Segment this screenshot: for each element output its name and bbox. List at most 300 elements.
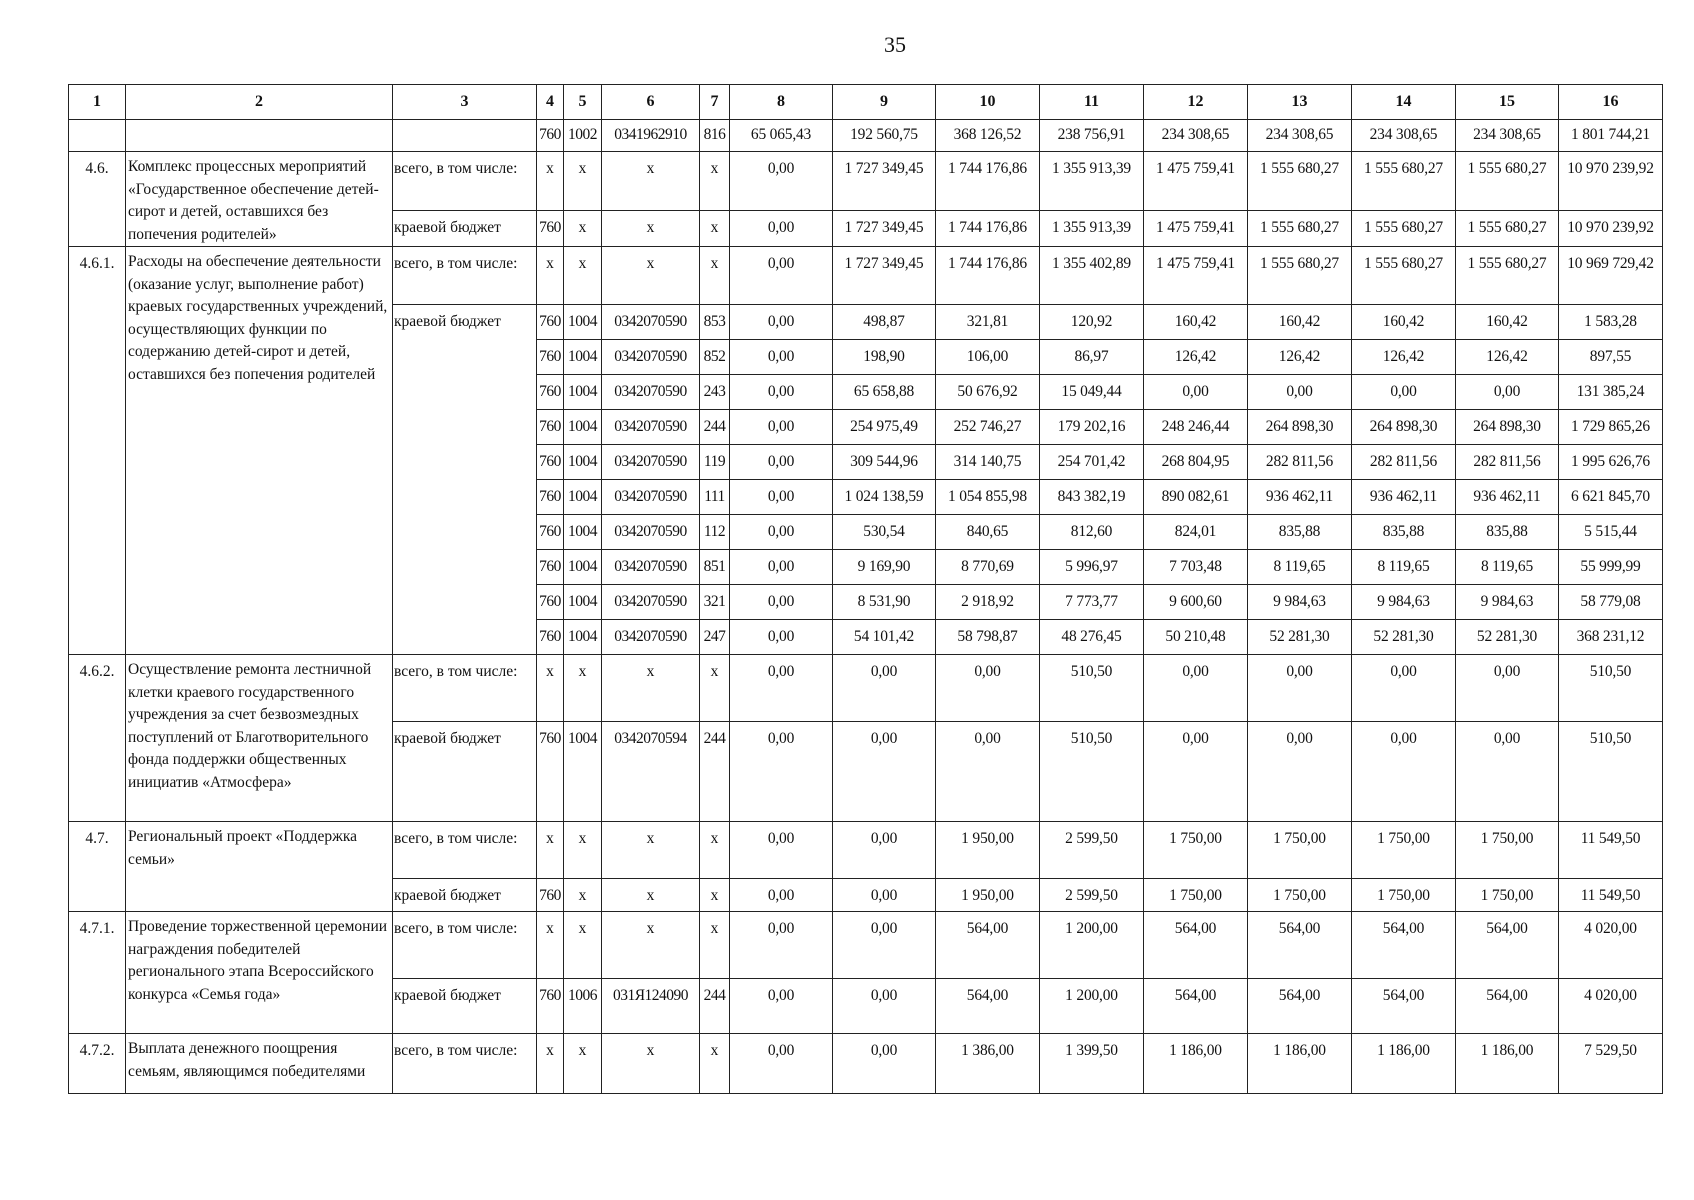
rzpr-code: 1004	[564, 722, 602, 822]
carry-row	[69, 120, 1663, 152]
item-number: 4.7.	[69, 822, 126, 912]
amount-col-14: 1 750,00	[1352, 822, 1456, 879]
csr-code: 0342070590	[602, 340, 700, 375]
amount-col-13: 936 462,11	[1248, 480, 1352, 515]
amount-col-13: 1 555 680,27	[1248, 211, 1352, 247]
amount-col-15: 936 462,11	[1456, 480, 1559, 515]
amount-col-15: 564,00	[1456, 979, 1559, 1034]
amount-col-10: 0,00	[936, 722, 1040, 822]
vr-code: 853	[700, 305, 730, 340]
csr-code: 0342070590	[602, 585, 700, 620]
item-name: Комплекс процессных мероприятий «Государственное обеспечение детей-сирот и детей, оставшихся без попечения родителей»	[126, 152, 393, 247]
funding-total-label: всего, в том числе:	[393, 152, 537, 211]
x-mark-csr: x	[602, 655, 700, 722]
item-number: 4.7.2.	[69, 1034, 126, 1094]
amount-col-13: 1 186,00	[1248, 1034, 1352, 1094]
vr-code: 244	[700, 410, 730, 445]
amount-col-12: 0,00	[1144, 722, 1248, 822]
amount-col-8: 0,00	[730, 620, 833, 655]
amount-col-11: 510,50	[1040, 722, 1144, 822]
rzpr-code: 1004	[564, 410, 602, 445]
amount-col-10: 1 744 176,86	[936, 152, 1040, 211]
amount-col-13: 282 811,56	[1248, 445, 1352, 480]
x-mark-grbs: x	[537, 655, 564, 722]
item-number: 4.6.	[69, 152, 126, 247]
funding-source-label: краевой бюджет	[393, 979, 537, 1034]
grbs-code: 760	[537, 120, 564, 152]
amount-col-13: 1 750,00	[1248, 822, 1352, 879]
amount-col-9: 9 169,90	[833, 550, 936, 585]
amount-col-11: 48 276,45	[1040, 620, 1144, 655]
x-mark-grbs: x	[537, 912, 564, 979]
amount-col-11: 1 200,00	[1040, 912, 1144, 979]
amount-col-11: 238 756,91	[1040, 120, 1144, 152]
vr-code: 112	[700, 515, 730, 550]
amount-col-9: 1 727 349,45	[833, 152, 936, 211]
x-mark-csr: x	[602, 152, 700, 211]
amount-col-10: 564,00	[936, 979, 1040, 1034]
col-header-8: 8	[730, 85, 833, 120]
amount-col-13: 264 898,30	[1248, 410, 1352, 445]
section-s462-total	[69, 655, 1663, 722]
x-mark-grbs: x	[537, 822, 564, 879]
amount-col-14: 52 281,30	[1352, 620, 1456, 655]
x-mark-vr: x	[700, 247, 730, 305]
col-header-12: 12	[1144, 85, 1248, 120]
page-number: 35	[884, 32, 906, 57]
item-number: 4.7.1.	[69, 912, 126, 1034]
amount-col-16: 7 529,50	[1559, 1034, 1663, 1094]
grbs-code: 760	[537, 879, 564, 912]
col-header-7: 7	[700, 85, 730, 120]
amount-col-14: 8 119,65	[1352, 550, 1456, 585]
amount-col-12: 0,00	[1144, 655, 1248, 722]
funding-total-label: всего, в том числе:	[393, 1034, 537, 1094]
amount-col-15: 0,00	[1456, 375, 1559, 410]
rzpr-code: 1004	[564, 620, 602, 655]
amount-col-11: 2 599,50	[1040, 822, 1144, 879]
amount-col-14: 564,00	[1352, 979, 1456, 1034]
amount-col-16: 1 729 865,26	[1559, 410, 1663, 445]
section-s46-total	[69, 152, 1663, 211]
grbs-code: 760	[537, 410, 564, 445]
amount-col-12: 564,00	[1144, 912, 1248, 979]
x-mark-rzpr: x	[564, 211, 602, 247]
amount-col-8: 0,00	[730, 722, 833, 822]
amount-col-8: 0,00	[730, 912, 833, 979]
csr-code: 0342070590	[602, 550, 700, 585]
amount-col-10: 1 744 176,86	[936, 211, 1040, 247]
amount-col-9: 0,00	[833, 655, 936, 722]
amount-col-12: 824,01	[1144, 515, 1248, 550]
amount-col-8: 0,00	[730, 445, 833, 480]
amount-col-8: 0,00	[730, 305, 833, 340]
amount-col-10: 8 770,69	[936, 550, 1040, 585]
vr-code: 244	[700, 979, 730, 1034]
amount-col-15: 835,88	[1456, 515, 1559, 550]
csr-code: 0342070590	[602, 375, 700, 410]
col-header-5: 5	[564, 85, 602, 120]
amount-col-13: 564,00	[1248, 912, 1352, 979]
amount-col-8: 0,00	[730, 480, 833, 515]
grbs-code: 760	[537, 375, 564, 410]
amount-col-16: 10 970 239,92	[1559, 211, 1663, 247]
amount-col-16: 11 549,50	[1559, 879, 1663, 912]
amount-col-11: 7 773,77	[1040, 585, 1144, 620]
amount-col-9: 0,00	[833, 1034, 936, 1094]
x-mark-csr: x	[602, 247, 700, 305]
amount-col-10: 252 746,27	[936, 410, 1040, 445]
col-header-6: 6	[602, 85, 700, 120]
amount-col-15: 264 898,30	[1456, 410, 1559, 445]
rzpr-code: 1004	[564, 585, 602, 620]
amount-col-11: 1 399,50	[1040, 1034, 1144, 1094]
amount-col-14: 564,00	[1352, 912, 1456, 979]
amount-col-13: 9 984,63	[1248, 585, 1352, 620]
rzpr-code: 1004	[564, 480, 602, 515]
amount-col-12: 1 475 759,41	[1144, 247, 1248, 305]
item-name: Расходы на обеспечение деятельности (оказание услуг, выполнение работ) краевых государственных учреждений, осуществляющих функции по содержанию детей-сирот и детей, оставшихся без попечения родителей	[126, 247, 393, 655]
vr-code: 244	[700, 722, 730, 822]
amount-col-14: 234 308,65	[1352, 120, 1456, 152]
amount-col-10: 58 798,87	[936, 620, 1040, 655]
amount-col-14: 835,88	[1352, 515, 1456, 550]
x-mark-rzpr: x	[564, 1034, 602, 1094]
csr-code: 0342070594	[602, 722, 700, 822]
grbs-code: 760	[537, 620, 564, 655]
amount-col-8: 0,00	[730, 585, 833, 620]
amount-col-16: 11 549,50	[1559, 822, 1663, 879]
col-header-14: 14	[1352, 85, 1456, 120]
amount-col-8: 65 065,43	[730, 120, 833, 152]
col-header-13: 13	[1248, 85, 1352, 120]
amount-col-14: 0,00	[1352, 375, 1456, 410]
x-mark-rzpr: x	[564, 912, 602, 979]
col-header-11: 11	[1040, 85, 1144, 120]
rzpr-code: 1002	[564, 120, 602, 152]
amount-col-13: 1 555 680,27	[1248, 152, 1352, 211]
amount-col-9: 530,54	[833, 515, 936, 550]
x-mark-vr: x	[700, 912, 730, 979]
amount-col-16: 897,55	[1559, 340, 1663, 375]
amount-col-11: 254 701,42	[1040, 445, 1144, 480]
x-mark-grbs: x	[537, 152, 564, 211]
amount-col-8: 0,00	[730, 375, 833, 410]
amount-col-12: 1 186,00	[1144, 1034, 1248, 1094]
amount-col-15: 8 119,65	[1456, 550, 1559, 585]
amount-col-13: 0,00	[1248, 655, 1352, 722]
amount-col-12: 7 703,48	[1144, 550, 1248, 585]
amount-col-12: 126,42	[1144, 340, 1248, 375]
amount-col-13: 564,00	[1248, 979, 1352, 1034]
x-mark-csr: x	[602, 879, 700, 912]
amount-col-10: 1 054 855,98	[936, 480, 1040, 515]
amount-col-8: 0,00	[730, 340, 833, 375]
amount-col-12: 268 804,95	[1144, 445, 1248, 480]
amount-col-15: 160,42	[1456, 305, 1559, 340]
amount-col-14: 160,42	[1352, 305, 1456, 340]
amount-col-10: 106,00	[936, 340, 1040, 375]
x-mark-csr: x	[602, 1034, 700, 1094]
section-s472-total	[69, 1034, 1663, 1094]
col-header-15: 15	[1456, 85, 1559, 120]
empty-cell	[126, 120, 393, 152]
amount-col-12: 234 308,65	[1144, 120, 1248, 152]
x-mark-vr: x	[700, 211, 730, 247]
amount-col-8: 0,00	[730, 410, 833, 445]
amount-col-15: 1 555 680,27	[1456, 152, 1559, 211]
amount-col-16: 10 969 729,42	[1559, 247, 1663, 305]
amount-col-14: 936 462,11	[1352, 480, 1456, 515]
section-s461-total	[69, 247, 1663, 305]
csr-code: 0342070590	[602, 305, 700, 340]
amount-col-16: 10 970 239,92	[1559, 152, 1663, 211]
amount-col-9: 54 101,42	[833, 620, 936, 655]
section-s47-total	[69, 822, 1663, 879]
vr-code: 243	[700, 375, 730, 410]
amount-col-10: 564,00	[936, 912, 1040, 979]
item-number: 4.6.2.	[69, 655, 126, 822]
funding-total-label: всего, в том числе:	[393, 822, 537, 879]
grbs-code: 760	[537, 585, 564, 620]
grbs-code: 760	[537, 211, 564, 247]
amount-col-10: 1 950,00	[936, 879, 1040, 912]
funding-total-label: всего, в том числе:	[393, 912, 537, 979]
amount-col-15: 282 811,56	[1456, 445, 1559, 480]
rzpr-code: 1004	[564, 305, 602, 340]
amount-col-13: 234 308,65	[1248, 120, 1352, 152]
grbs-code: 760	[537, 480, 564, 515]
amount-col-12: 248 246,44	[1144, 410, 1248, 445]
amount-col-13: 0,00	[1248, 722, 1352, 822]
item-name: Выплата денежного поощрения семьям, являющимся победителями	[126, 1034, 393, 1094]
amount-col-8: 0,00	[730, 550, 833, 585]
grbs-code: 760	[537, 340, 564, 375]
amount-col-13: 835,88	[1248, 515, 1352, 550]
grbs-code: 760	[537, 979, 564, 1034]
x-mark-rzpr: x	[564, 655, 602, 722]
amount-col-16: 1 583,28	[1559, 305, 1663, 340]
amount-col-10: 368 126,52	[936, 120, 1040, 152]
col-header-16: 16	[1559, 85, 1663, 120]
amount-col-8: 0,00	[730, 152, 833, 211]
amount-col-13: 0,00	[1248, 375, 1352, 410]
amount-col-10: 1 950,00	[936, 822, 1040, 879]
amount-col-13: 160,42	[1248, 305, 1352, 340]
amount-col-14: 0,00	[1352, 655, 1456, 722]
amount-col-15: 234 308,65	[1456, 120, 1559, 152]
amount-col-16: 4 020,00	[1559, 979, 1663, 1034]
col-header-1: 1	[69, 85, 126, 120]
header-row	[69, 85, 1663, 120]
empty-cell	[69, 120, 126, 152]
amount-col-11: 1 355 402,89	[1040, 247, 1144, 305]
amount-col-14: 1 555 680,27	[1352, 247, 1456, 305]
item-name: Проведение торжественной церемонии награждения победителей регионального этапа Всероссийского конкурса «Семья года»	[126, 912, 393, 1034]
amount-col-11: 179 202,16	[1040, 410, 1144, 445]
vr-code: 816	[700, 120, 730, 152]
funding-total-label: всего, в том числе:	[393, 247, 537, 305]
amount-col-16: 1 995 626,76	[1559, 445, 1663, 480]
amount-col-8: 0,00	[730, 979, 833, 1034]
amount-col-14: 1 555 680,27	[1352, 152, 1456, 211]
amount-col-13: 52 281,30	[1248, 620, 1352, 655]
amount-col-11: 1 355 913,39	[1040, 211, 1144, 247]
x-mark-csr: x	[602, 822, 700, 879]
amount-col-15: 564,00	[1456, 912, 1559, 979]
amount-col-11: 120,92	[1040, 305, 1144, 340]
amount-col-9: 0,00	[833, 822, 936, 879]
amount-col-8: 0,00	[730, 515, 833, 550]
budget-table	[68, 84, 1663, 1094]
amount-col-9: 198,90	[833, 340, 936, 375]
csr-code: 0342070590	[602, 445, 700, 480]
grbs-code: 760	[537, 445, 564, 480]
col-header-3: 3	[393, 85, 537, 120]
amount-col-12: 50 210,48	[1144, 620, 1248, 655]
amount-col-10: 0,00	[936, 655, 1040, 722]
amount-col-8: 0,00	[730, 879, 833, 912]
amount-col-9: 1 024 138,59	[833, 480, 936, 515]
x-mark-grbs: x	[537, 1034, 564, 1094]
grbs-code: 760	[537, 550, 564, 585]
vr-code: 321	[700, 585, 730, 620]
item-name: Осуществление ремонта лестничной клетки краевого государственного учреждения за счет безвозмездных поступлений от Благотворительного фонда поддержки общественных инициатив «Атмосфера»	[126, 655, 393, 822]
amount-col-16: 510,50	[1559, 655, 1663, 722]
amount-col-10: 50 676,92	[936, 375, 1040, 410]
amount-col-15: 126,42	[1456, 340, 1559, 375]
x-mark-csr: x	[602, 912, 700, 979]
amount-col-15: 1 750,00	[1456, 822, 1559, 879]
vr-code: 247	[700, 620, 730, 655]
amount-col-12: 1 750,00	[1144, 822, 1248, 879]
amount-col-11: 843 382,19	[1040, 480, 1144, 515]
amount-col-13: 126,42	[1248, 340, 1352, 375]
amount-col-9: 309 544,96	[833, 445, 936, 480]
vr-code: 119	[700, 445, 730, 480]
rzpr-code: 1004	[564, 340, 602, 375]
amount-col-11: 1 200,00	[1040, 979, 1144, 1034]
csr-code: 031Я124090	[602, 979, 700, 1034]
amount-col-11: 86,97	[1040, 340, 1144, 375]
amount-col-8: 0,00	[730, 1034, 833, 1094]
rzpr-code: 1006	[564, 979, 602, 1034]
amount-col-9: 0,00	[833, 879, 936, 912]
x-mark-rzpr: x	[564, 247, 602, 305]
funding-source-label: краевой бюджет	[393, 722, 537, 822]
item-name: Региональный проект «Поддержка семьи»	[126, 822, 393, 912]
x-mark-rzpr: x	[564, 152, 602, 211]
funding-total-label: всего, в том числе:	[393, 655, 537, 722]
amount-col-10: 321,81	[936, 305, 1040, 340]
x-mark-vr: x	[700, 1034, 730, 1094]
vr-code: 852	[700, 340, 730, 375]
amount-col-14: 1 186,00	[1352, 1034, 1456, 1094]
grbs-code: 760	[537, 305, 564, 340]
amount-col-9: 1 727 349,45	[833, 247, 936, 305]
amount-col-8: 0,00	[730, 655, 833, 722]
amount-col-9: 65 658,88	[833, 375, 936, 410]
amount-col-16: 5 515,44	[1559, 515, 1663, 550]
rzpr-code: 1004	[564, 550, 602, 585]
amount-col-15: 0,00	[1456, 655, 1559, 722]
amount-col-14: 1 555 680,27	[1352, 211, 1456, 247]
empty-cell	[393, 120, 537, 152]
x-mark-rzpr: x	[564, 879, 602, 912]
amount-col-14: 0,00	[1352, 722, 1456, 822]
amount-col-16: 4 020,00	[1559, 912, 1663, 979]
amount-col-12: 1 475 759,41	[1144, 211, 1248, 247]
amount-col-9: 0,00	[833, 979, 936, 1034]
rzpr-code: 1004	[564, 375, 602, 410]
x-mark-rzpr: x	[564, 822, 602, 879]
grbs-code: 760	[537, 722, 564, 822]
amount-col-9: 1 727 349,45	[833, 211, 936, 247]
amount-col-15: 52 281,30	[1456, 620, 1559, 655]
amount-col-10: 1 744 176,86	[936, 247, 1040, 305]
amount-col-15: 1 750,00	[1456, 879, 1559, 912]
amount-col-15: 1 555 680,27	[1456, 211, 1559, 247]
amount-col-16: 58 779,08	[1559, 585, 1663, 620]
vr-code: 111	[700, 480, 730, 515]
amount-col-11: 5 996,97	[1040, 550, 1144, 585]
amount-col-12: 1 750,00	[1144, 879, 1248, 912]
amount-col-14: 264 898,30	[1352, 410, 1456, 445]
col-header-9: 9	[833, 85, 936, 120]
csr-code: 0341962910	[602, 120, 700, 152]
x-mark-vr: x	[700, 822, 730, 879]
x-mark-vr: x	[700, 655, 730, 722]
amount-col-10: 314 140,75	[936, 445, 1040, 480]
x-mark-grbs: x	[537, 247, 564, 305]
amount-col-11: 1 355 913,39	[1040, 152, 1144, 211]
amount-col-8: 0,00	[730, 247, 833, 305]
section-s471-total	[69, 912, 1663, 979]
csr-code: 0342070590	[602, 480, 700, 515]
amount-col-15: 1 186,00	[1456, 1034, 1559, 1094]
amount-col-14: 1 750,00	[1352, 879, 1456, 912]
amount-col-12: 1 475 759,41	[1144, 152, 1248, 211]
rzpr-code: 1004	[564, 515, 602, 550]
amount-col-15: 0,00	[1456, 722, 1559, 822]
amount-col-16: 1 801 744,21	[1559, 120, 1663, 152]
amount-col-9: 8 531,90	[833, 585, 936, 620]
grbs-code: 760	[537, 515, 564, 550]
amount-col-16: 510,50	[1559, 722, 1663, 822]
amount-col-12: 9 600,60	[1144, 585, 1248, 620]
x-mark-csr: x	[602, 211, 700, 247]
amount-col-16: 6 621 845,70	[1559, 480, 1663, 515]
amount-col-11: 510,50	[1040, 655, 1144, 722]
item-number: 4.6.1.	[69, 247, 126, 655]
x-mark-vr: x	[700, 879, 730, 912]
amount-col-12: 0,00	[1144, 375, 1248, 410]
funding-source-label: краевой бюджет	[393, 211, 537, 247]
amount-col-13: 8 119,65	[1248, 550, 1352, 585]
amount-col-12: 160,42	[1144, 305, 1248, 340]
amount-col-10: 1 386,00	[936, 1034, 1040, 1094]
amount-col-10: 840,65	[936, 515, 1040, 550]
amount-col-14: 282 811,56	[1352, 445, 1456, 480]
csr-code: 0342070590	[602, 620, 700, 655]
amount-col-13: 1 555 680,27	[1248, 247, 1352, 305]
amount-col-11: 2 599,50	[1040, 879, 1144, 912]
funding-source-label: краевой бюджет	[393, 305, 537, 655]
amount-col-9: 192 560,75	[833, 120, 936, 152]
col-header-2: 2	[126, 85, 393, 120]
col-header-10: 10	[936, 85, 1040, 120]
amount-col-16: 131 385,24	[1559, 375, 1663, 410]
